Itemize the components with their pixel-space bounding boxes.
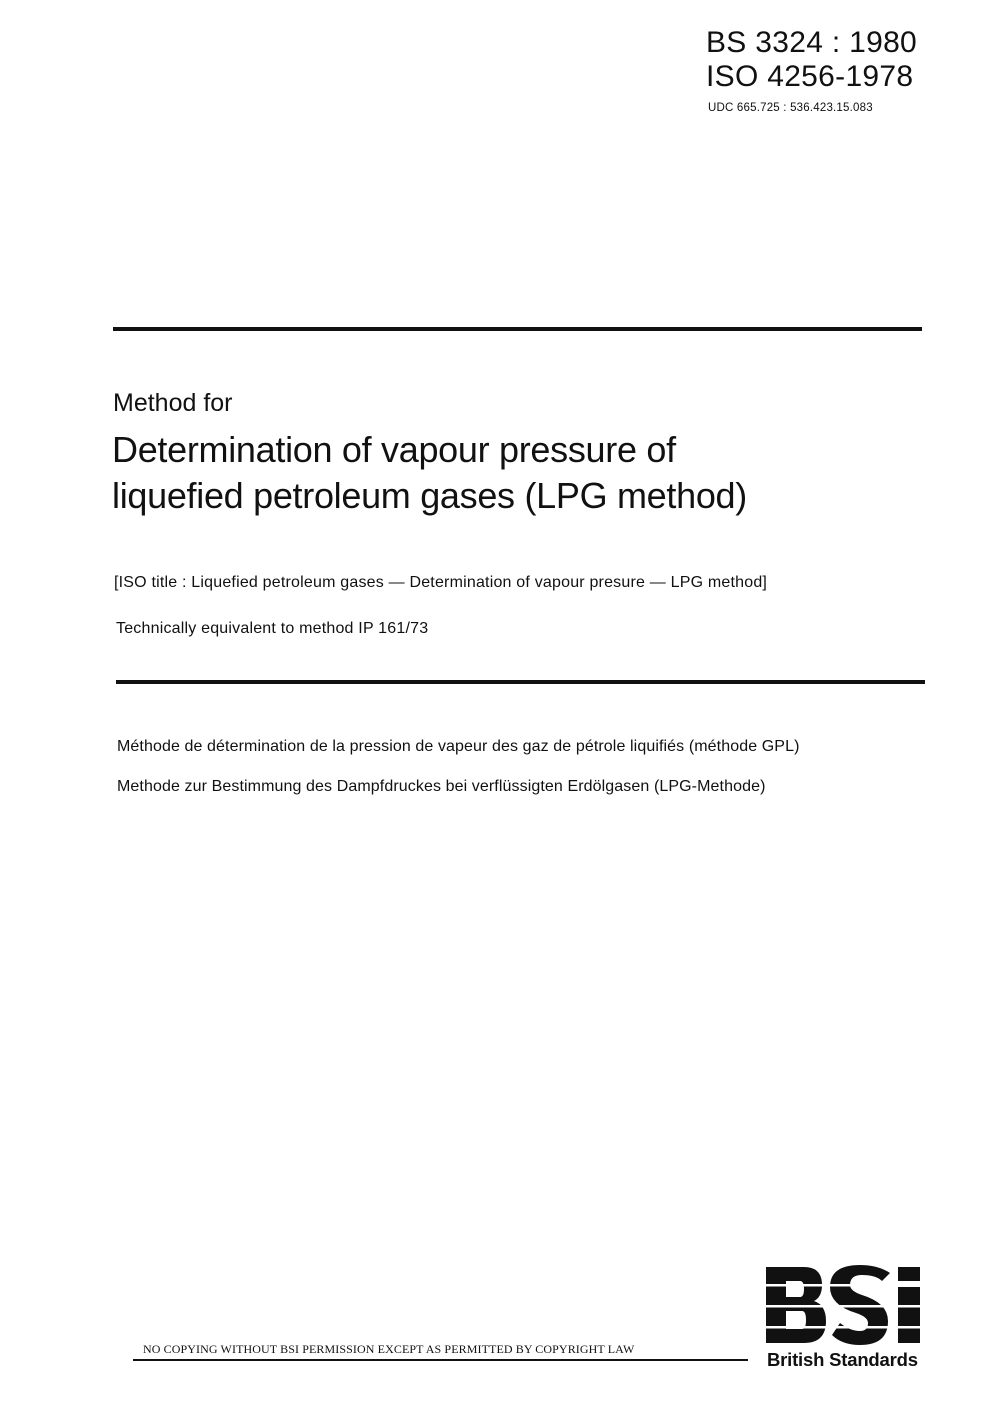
footer-rule xyxy=(133,1359,748,1361)
technical-equivalence-note: Technically equivalent to method IP 161/73 xyxy=(116,620,429,637)
bs-standard-number: BS 3324 : 1980 xyxy=(706,26,918,59)
iso-standard-number: ISO 4256-1978 xyxy=(706,60,914,93)
top-divider-rule xyxy=(113,327,922,331)
middle-divider-rule xyxy=(116,680,925,684)
brand-name: British Standards xyxy=(767,1349,918,1370)
iso-title-note: [ISO title : Liquefied petroleum gases — Determination of vapour presure — LPG method] xyxy=(114,574,768,591)
bsi-logo-mark xyxy=(764,1265,946,1347)
copyright-notice: NO COPYING WITHOUT BSI PERMISSION EXCEPT AS PERMITTED BY COPYRIGHT LAW xyxy=(143,1342,635,1356)
bsi-logo xyxy=(764,1265,946,1373)
document-title-line-1: Determination of vapour pressure of xyxy=(112,429,676,470)
german-title: Methode zur Bestimmung des Dampfdruckes bei verflüssigten Erdölgasen (LPG-Methode) xyxy=(117,778,766,795)
french-title: Méthode de détermination de la pression de vapeur des gaz de pétrole liquifiés (méthode GPL) xyxy=(117,738,800,755)
udc-classification: UDC 665.725 : 536.423.15.083 xyxy=(708,102,873,114)
document-title-line-2: liquefied petroleum gases (LPG method) xyxy=(112,475,747,516)
method-for-label: Method for xyxy=(113,389,233,417)
